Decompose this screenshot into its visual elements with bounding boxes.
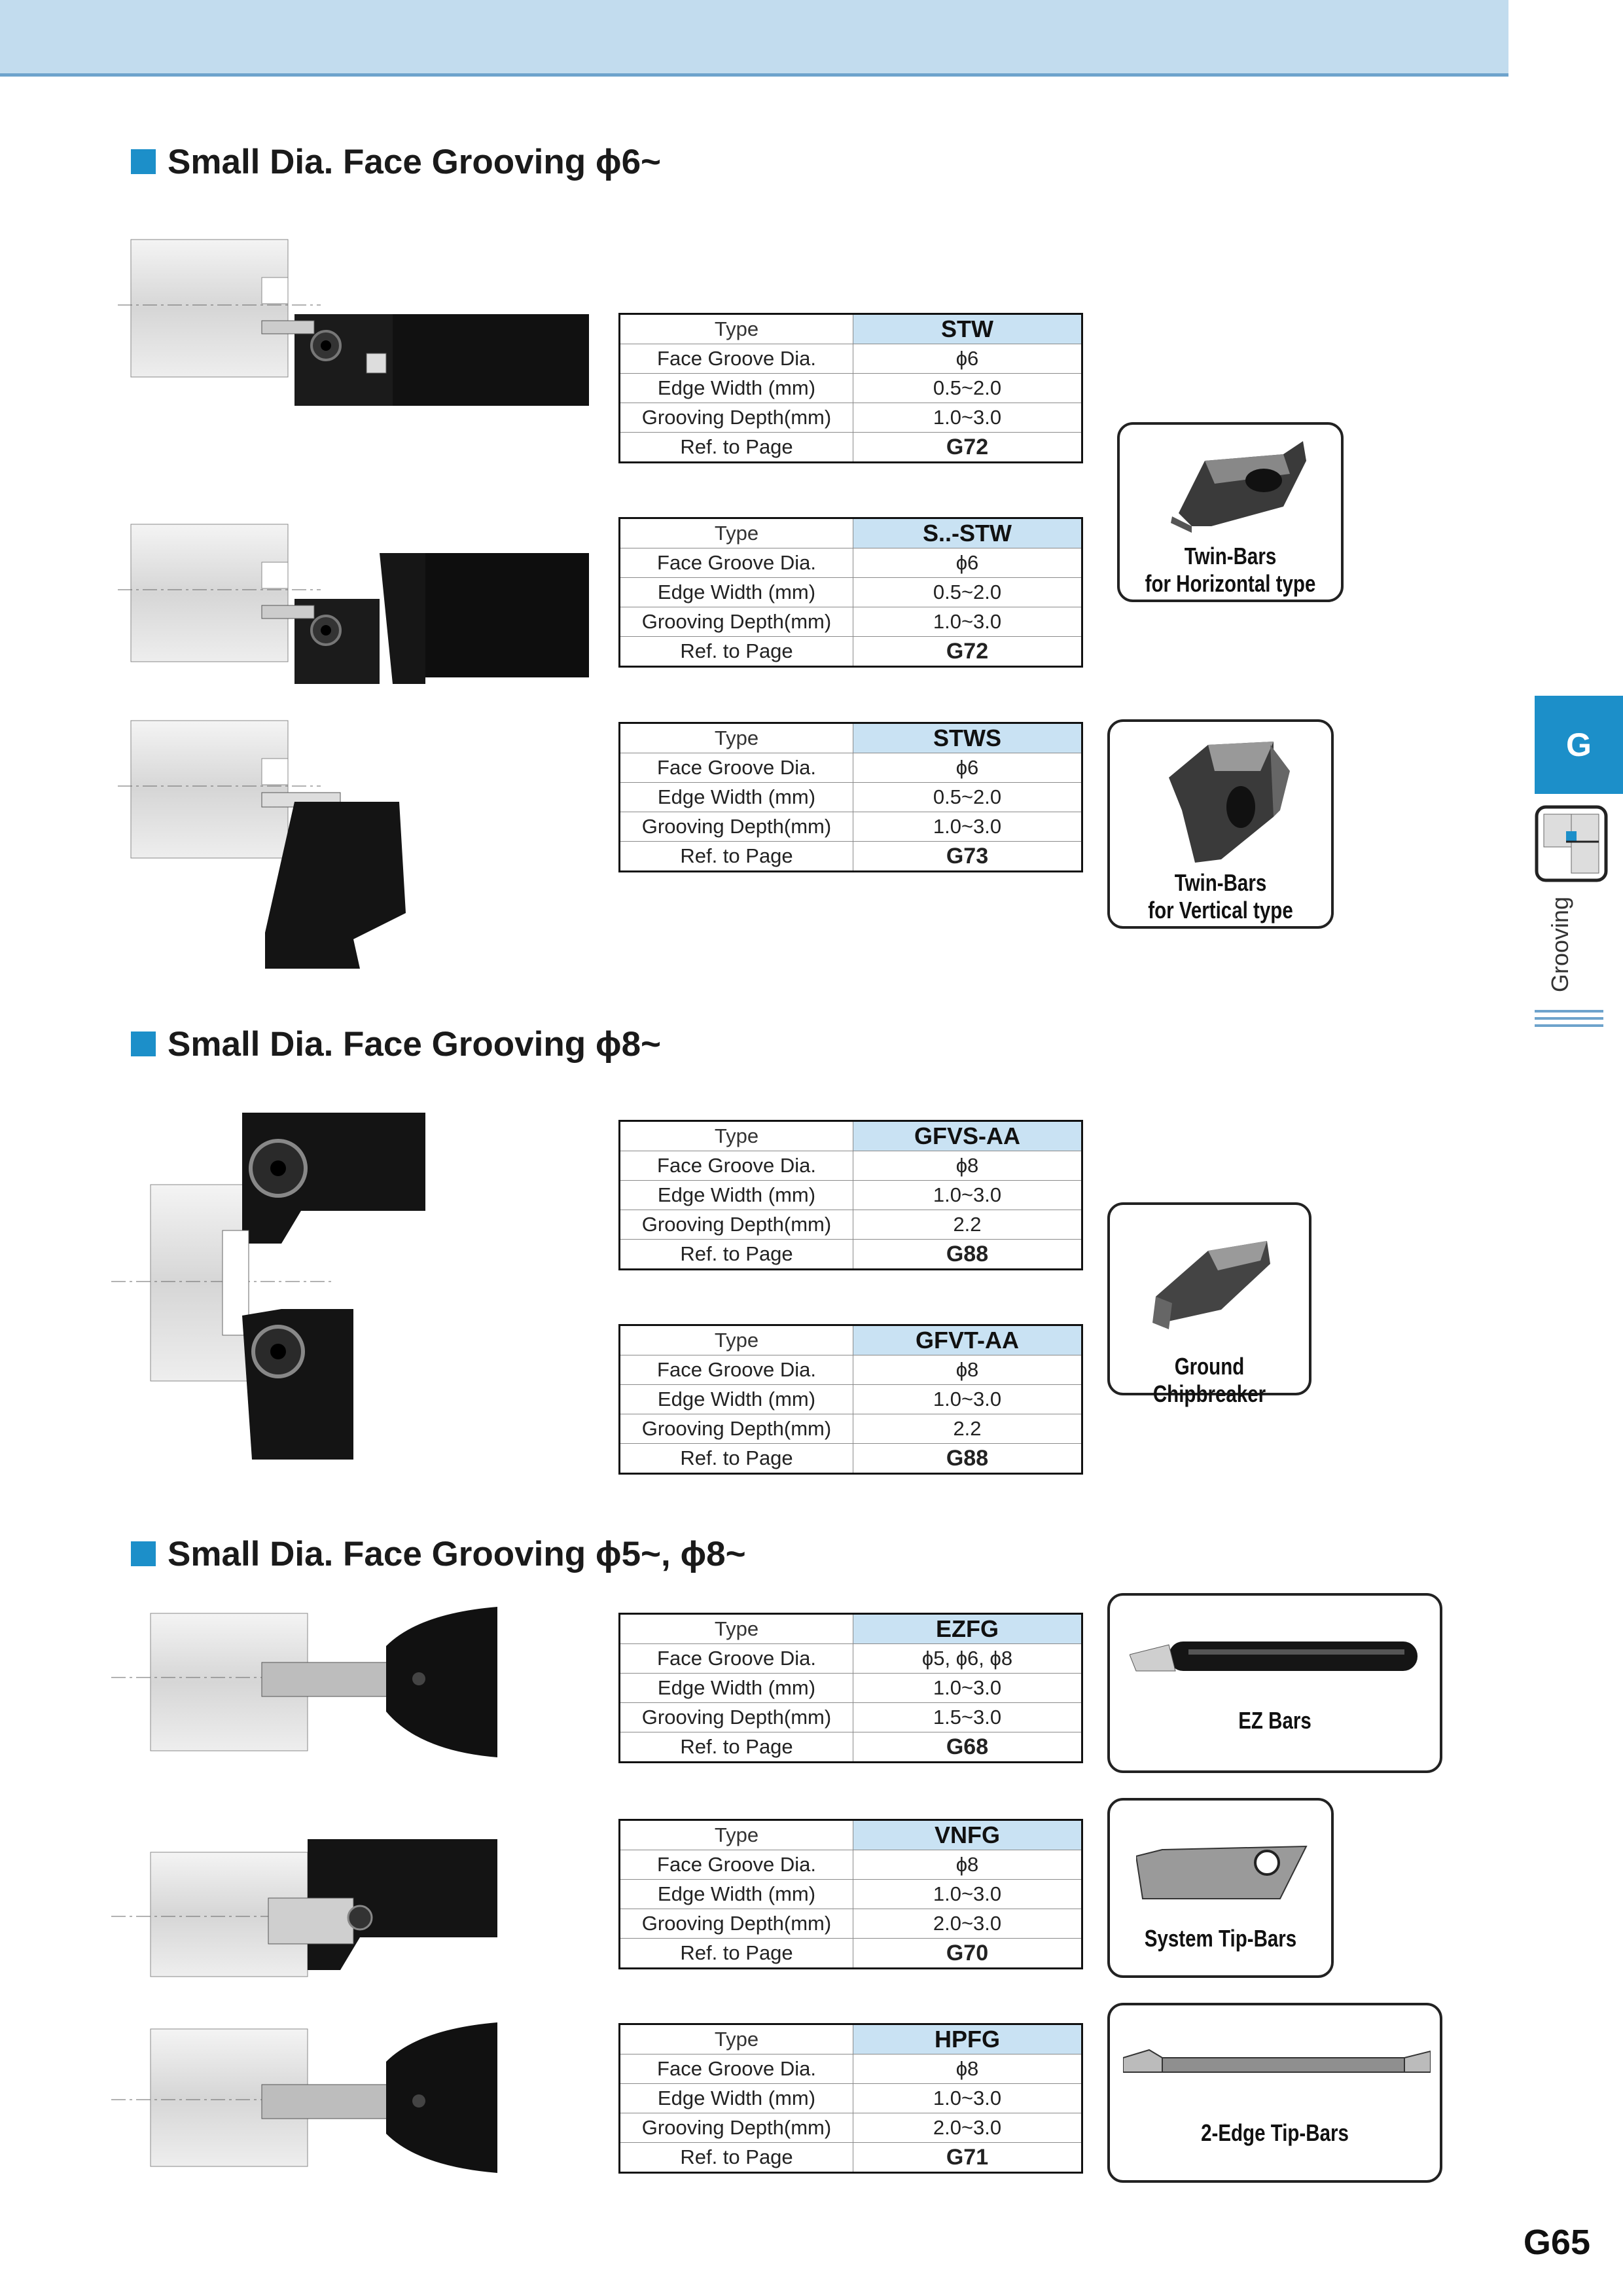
dia-value: ϕ8 bbox=[853, 1355, 1082, 1385]
edge-value: 0.5~2.0 bbox=[853, 783, 1082, 812]
ref-label: Ref. to Page bbox=[620, 637, 853, 667]
edge-value: 1.0~3.0 bbox=[853, 1674, 1082, 1703]
heading-bullet-icon bbox=[131, 149, 156, 174]
insert-caption-line2: for Horizontal type bbox=[1145, 570, 1316, 597]
heading-bullet-icon bbox=[131, 1541, 156, 1566]
edge-label: Edge Width (mm) bbox=[620, 2084, 853, 2113]
type-label: Type bbox=[620, 1614, 853, 1644]
dia-value: ϕ8 bbox=[853, 1850, 1082, 1880]
insert-box-2-edge-tip-bars bbox=[1107, 2003, 1442, 2183]
edge-label: Edge Width (mm) bbox=[620, 1181, 853, 1210]
section-title: Small Dia. Face Grooving ϕ5~, ϕ8~ bbox=[168, 1534, 746, 1573]
depth-label: Grooving Depth(mm) bbox=[620, 812, 853, 842]
holder-vnfg-illustration bbox=[111, 1826, 504, 1983]
dia-label: Face Groove Dia. bbox=[620, 753, 853, 783]
depth-value: 1.5~3.0 bbox=[853, 1703, 1082, 1732]
section-title: Small Dia. Face Grooving ϕ8~ bbox=[168, 1024, 662, 1064]
insert-box-twin-bars-horizontal bbox=[1117, 422, 1344, 602]
type-label: Type bbox=[620, 1121, 853, 1151]
type-value: GFVS-AA bbox=[853, 1121, 1082, 1151]
section-heading bbox=[131, 140, 661, 183]
insert-box-twin-bars-vertical bbox=[1107, 719, 1334, 929]
type-value: S..-STW bbox=[853, 518, 1082, 548]
insert-caption-line1: Twin-Bars bbox=[1184, 543, 1277, 569]
depth-label: Grooving Depth(mm) bbox=[620, 403, 853, 433]
holder-ezfg-illustration bbox=[111, 1607, 504, 1764]
system-tip-bar-insert-icon bbox=[1136, 1837, 1313, 1902]
depth-value: 1.0~3.0 bbox=[853, 607, 1082, 637]
edge-label: Edge Width (mm) bbox=[620, 578, 853, 607]
spec-table-ezfg bbox=[618, 1613, 1083, 1763]
depth-value: 2.2 bbox=[853, 1414, 1082, 1444]
edge-value: 0.5~2.0 bbox=[853, 578, 1082, 607]
edge-value: 1.0~3.0 bbox=[853, 1880, 1082, 1909]
spec-table-stws bbox=[618, 722, 1083, 872]
depth-value: 2.2 bbox=[853, 1210, 1082, 1240]
chapter-letter: G bbox=[1566, 726, 1592, 763]
dia-label: Face Groove Dia. bbox=[620, 1850, 853, 1880]
holder-s-stw-illustration bbox=[118, 520, 602, 691]
depth-label: Grooving Depth(mm) bbox=[620, 1909, 853, 1939]
ground-chipbreaker-insert-icon bbox=[1136, 1225, 1287, 1336]
holder-gfv-illustration bbox=[111, 1113, 438, 1466]
type-label: Type bbox=[620, 2024, 853, 2054]
depth-value: 2.0~3.0 bbox=[853, 1909, 1082, 1939]
type-value: VNFG bbox=[853, 1820, 1082, 1850]
insert-caption-line1: Twin-Bars bbox=[1174, 869, 1267, 896]
depth-label: Grooving Depth(mm) bbox=[620, 607, 853, 637]
insert-caption-line1: EZ Bars bbox=[1238, 1707, 1311, 1734]
dia-value: ϕ8 bbox=[853, 1151, 1082, 1181]
type-label: Type bbox=[620, 1325, 853, 1355]
dia-value: ϕ6 bbox=[853, 548, 1082, 578]
insert-box-system-tip-bars bbox=[1107, 1798, 1334, 1978]
ref-value: G68 bbox=[853, 1732, 1082, 1763]
grooving-chapter-icon bbox=[1535, 805, 1608, 882]
type-value: STW bbox=[853, 314, 1082, 344]
edge-label: Edge Width (mm) bbox=[620, 1880, 853, 1909]
page-number: G65 bbox=[1523, 2223, 1590, 2262]
spec-table-hpfg bbox=[618, 2023, 1083, 2174]
spec-table-vnfg bbox=[618, 1819, 1083, 1969]
ref-value: G70 bbox=[853, 1939, 1082, 1969]
chapter-divider bbox=[1535, 1010, 1603, 1031]
heading-bullet-icon bbox=[131, 1031, 156, 1056]
dia-label: Face Groove Dia. bbox=[620, 1151, 853, 1181]
spec-table-gfvt-aa bbox=[618, 1324, 1083, 1475]
spec-table-s-stw bbox=[618, 517, 1083, 668]
ref-value: G73 bbox=[853, 842, 1082, 872]
spec-table-stw bbox=[618, 313, 1083, 463]
edge-value: 1.0~3.0 bbox=[853, 1385, 1082, 1414]
edge-label: Edge Width (mm) bbox=[620, 374, 853, 403]
insert-box-ground-chipbreaker bbox=[1107, 1202, 1311, 1407]
twin-bar-vertical-insert-icon bbox=[1143, 732, 1306, 869]
section-title: Small Dia. Face Grooving ϕ6~ bbox=[168, 142, 662, 181]
type-value: EZFG bbox=[853, 1614, 1082, 1644]
type-label: Type bbox=[620, 1820, 853, 1850]
holder-stws-illustration bbox=[118, 717, 432, 972]
ref-value: G72 bbox=[853, 433, 1082, 463]
insert-caption-line1: 2-Edge Tip-Bars bbox=[1201, 2119, 1349, 2146]
ref-label: Ref. to Page bbox=[620, 1444, 853, 1474]
edge-value: 1.0~3.0 bbox=[853, 1181, 1082, 1210]
edge-label: Edge Width (mm) bbox=[620, 783, 853, 812]
ref-value: G72 bbox=[853, 637, 1082, 667]
edge-value: 1.0~3.0 bbox=[853, 2084, 1082, 2113]
ref-value: G88 bbox=[853, 1240, 1082, 1270]
holder-hpfg-illustration bbox=[111, 2022, 504, 2179]
ref-label: Ref. to Page bbox=[620, 2143, 853, 2173]
depth-value: 2.0~3.0 bbox=[853, 2113, 1082, 2143]
chapter-label bbox=[1534, 890, 1606, 995]
type-value: GFVT-AA bbox=[853, 1325, 1082, 1355]
header-band bbox=[0, 0, 1508, 77]
dia-value: ϕ5, ϕ6, ϕ8 bbox=[853, 1644, 1082, 1674]
depth-label: Grooving Depth(mm) bbox=[620, 1414, 853, 1444]
type-value: HPFG bbox=[853, 2024, 1082, 2054]
ref-label: Ref. to Page bbox=[620, 1732, 853, 1763]
dia-label: Face Groove Dia. bbox=[620, 2054, 853, 2084]
type-label: Type bbox=[620, 314, 853, 344]
twin-bar-insert-icon bbox=[1152, 435, 1316, 533]
ref-value: G71 bbox=[853, 2143, 1082, 2173]
dia-label: Face Groove Dia. bbox=[620, 344, 853, 374]
ref-label: Ref. to Page bbox=[620, 842, 853, 872]
dia-label: Face Groove Dia. bbox=[620, 548, 853, 578]
chapter-label-text: Grooving bbox=[1546, 896, 1573, 992]
type-label: Type bbox=[620, 723, 853, 753]
type-label: Type bbox=[620, 518, 853, 548]
ref-value: G88 bbox=[853, 1444, 1082, 1474]
ref-label: Ref. to Page bbox=[620, 433, 853, 463]
insert-caption-line1: Ground Chipbreaker bbox=[1152, 1353, 1266, 1407]
insert-caption-line2: for Vertical type bbox=[1148, 897, 1293, 924]
section-heading bbox=[131, 1022, 661, 1066]
dia-label: Face Groove Dia. bbox=[620, 1355, 853, 1385]
dia-value: ϕ6 bbox=[853, 344, 1082, 374]
edge-label: Edge Width (mm) bbox=[620, 1385, 853, 1414]
depth-label: Grooving Depth(mm) bbox=[620, 1210, 853, 1240]
depth-label: Grooving Depth(mm) bbox=[620, 2113, 853, 2143]
depth-label: Grooving Depth(mm) bbox=[620, 1703, 853, 1732]
holder-stw-illustration bbox=[118, 236, 602, 412]
insert-caption-line1: System Tip-Bars bbox=[1144, 1925, 1297, 1952]
dia-value: ϕ8 bbox=[853, 2054, 1082, 2084]
two-edge-tip-bar-insert-icon bbox=[1123, 2045, 1431, 2084]
ez-bar-insert-icon bbox=[1130, 1635, 1431, 1681]
depth-value: 1.0~3.0 bbox=[853, 812, 1082, 842]
insert-box-ez-bars bbox=[1107, 1593, 1442, 1773]
dia-label: Face Groove Dia. bbox=[620, 1644, 853, 1674]
dia-value: ϕ6 bbox=[853, 753, 1082, 783]
ref-label: Ref. to Page bbox=[620, 1939, 853, 1969]
edge-label: Edge Width (mm) bbox=[620, 1674, 853, 1703]
section-heading bbox=[131, 1532, 746, 1575]
spec-table-gfvs-aa bbox=[618, 1120, 1083, 1270]
edge-value: 0.5~2.0 bbox=[853, 374, 1082, 403]
type-value: STWS bbox=[853, 723, 1082, 753]
chapter-tab[interactable] bbox=[1535, 696, 1623, 794]
depth-value: 1.0~3.0 bbox=[853, 403, 1082, 433]
ref-label: Ref. to Page bbox=[620, 1240, 853, 1270]
